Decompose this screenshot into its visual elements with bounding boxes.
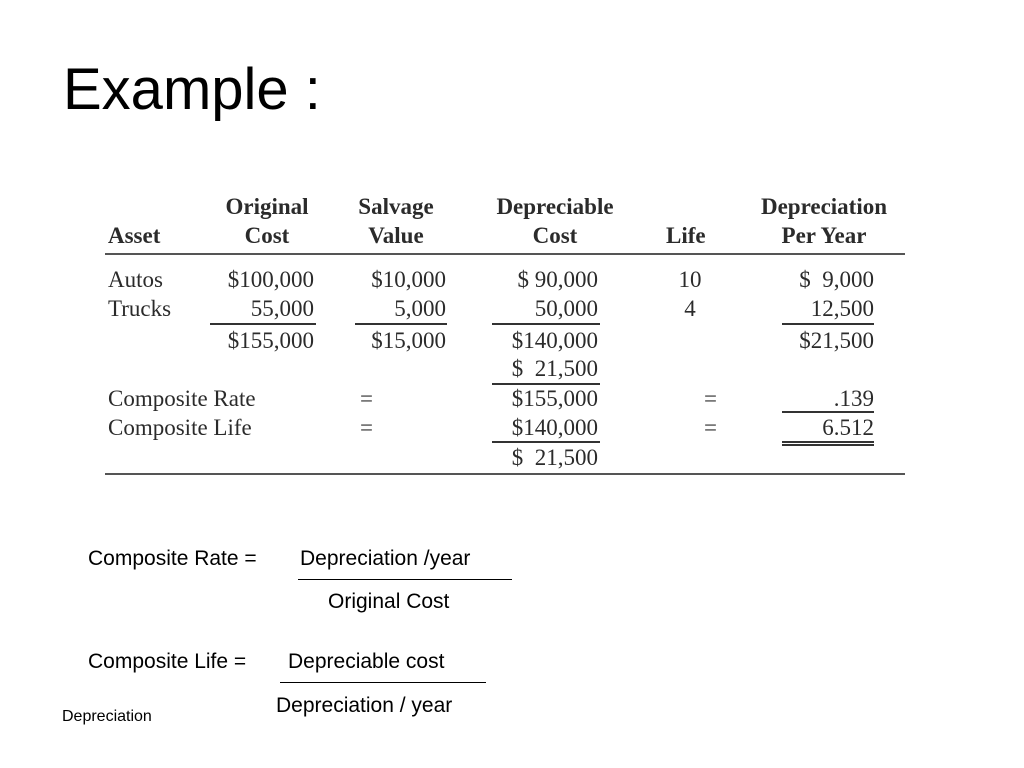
- table-bottom-rule: [105, 473, 905, 475]
- footer-text: Depreciation: [62, 708, 152, 725]
- total-original: $155,000: [227, 328, 314, 353]
- rate-equals-2: =: [704, 386, 717, 411]
- result-underline: [782, 411, 874, 413]
- total-underline: [355, 323, 447, 325]
- header-life: Life: [666, 223, 706, 248]
- autos-asset: Autos: [108, 267, 163, 292]
- rate-formula-label: Composite Rate =: [88, 547, 257, 570]
- composite-rate-value: .139: [833, 386, 874, 411]
- header-rule: [105, 253, 905, 255]
- total-salvage: $15,000: [371, 328, 446, 353]
- header-asset: Asset: [108, 223, 161, 248]
- autos-life: 10: [678, 267, 702, 292]
- rate-fraction-bar: [492, 383, 600, 385]
- total-underline: [782, 323, 874, 325]
- composite-life-label: Composite Life: [108, 415, 252, 440]
- life-formula-denominator: Depreciation / year: [276, 694, 453, 717]
- life-fraction-bar: [492, 441, 600, 443]
- header-original-line1: Original: [225, 194, 309, 219]
- header-depreciation-line1: Depreciation: [760, 194, 888, 219]
- autos-depreciation: $ 9,000: [799, 267, 874, 292]
- rate-denominator: $155,000: [511, 386, 598, 411]
- slide-title: Example :: [63, 57, 321, 122]
- rate-equals: =: [360, 386, 373, 411]
- trucks-original: 55,000: [250, 296, 314, 321]
- trucks-salvage: 5,000: [394, 296, 446, 321]
- total-underline: [492, 323, 600, 325]
- header-salvage-line2: Value: [368, 223, 424, 248]
- life-denominator: $ 21,500: [511, 445, 598, 470]
- autos-salvage: $10,000: [371, 267, 446, 292]
- autos-depreciable: $ 90,000: [517, 267, 598, 292]
- rate-numerator: $ 21,500: [511, 356, 598, 381]
- header-depreciable-line2: Cost: [532, 223, 578, 248]
- life-equals: =: [360, 415, 373, 440]
- autos-original: $100,000: [227, 267, 314, 292]
- header-depreciable-line1: Depreciable: [496, 194, 614, 219]
- total-depreciation: $21,500: [799, 328, 874, 353]
- composite-life-value: 6.512: [822, 415, 874, 440]
- trucks-depreciation: 12,500: [810, 296, 874, 321]
- rate-formula-denominator: Original Cost: [328, 590, 450, 613]
- composite-rate-label: Composite Rate: [108, 386, 256, 411]
- total-depreciable: $140,000: [511, 328, 598, 353]
- life-formula-numerator: Depreciable cost: [288, 650, 445, 673]
- rate-formula-numerator: Depreciation /year: [300, 547, 471, 570]
- header-salvage-line1: Salvage: [358, 194, 434, 219]
- trucks-depreciable: 50,000: [534, 296, 598, 321]
- total-underline: [210, 323, 316, 325]
- trucks-life: 4: [684, 296, 696, 321]
- header-depreciation-line2: Per Year: [781, 223, 867, 248]
- result-double-underline: [782, 444, 874, 446]
- life-formula-label: Composite Life =: [88, 650, 247, 673]
- rate-formula-bar: [298, 579, 512, 580]
- result-double-underline: [782, 441, 874, 443]
- life-numerator: $140,000: [511, 415, 598, 440]
- life-equals-2: =: [704, 415, 717, 440]
- life-formula-bar: [280, 682, 486, 683]
- header-original-line2: Cost: [244, 223, 290, 248]
- trucks-asset: Trucks: [108, 296, 172, 321]
